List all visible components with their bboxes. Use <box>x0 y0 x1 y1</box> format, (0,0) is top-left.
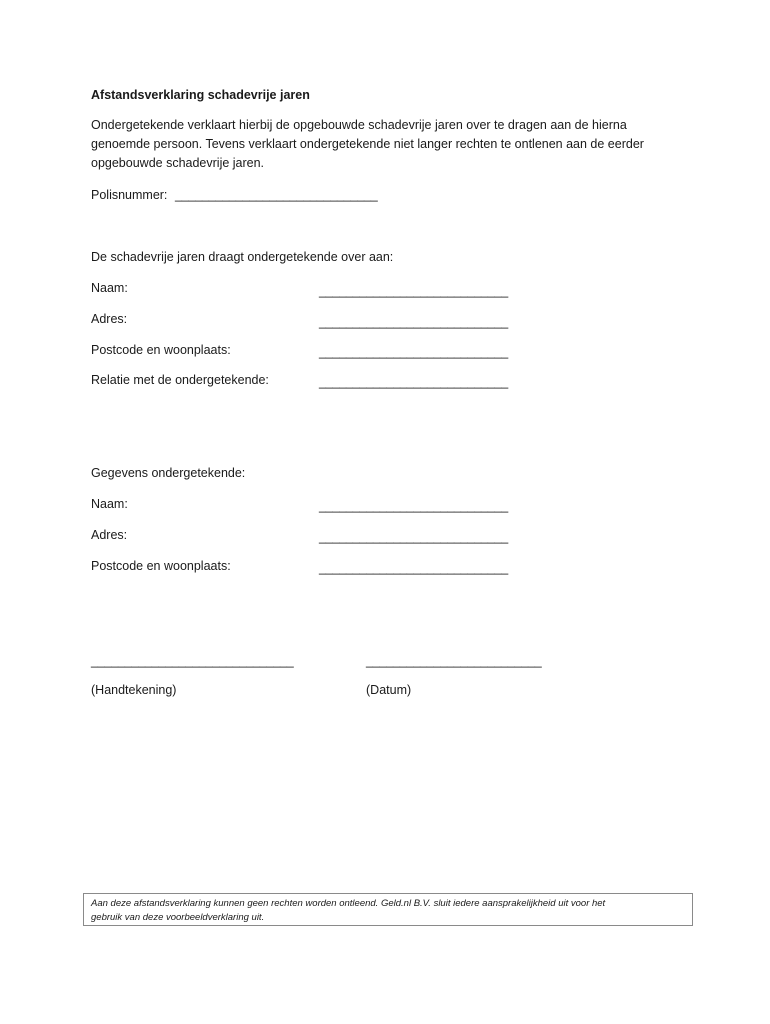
disclaimer-box <box>83 893 693 926</box>
date-field[interactable]: __________________________ <box>366 654 542 668</box>
disclaimer-line: gebruik van deze voorbeeldverklaring uit. <box>91 912 265 923</box>
transfer-heading: De schadevrije jaren draagt ondergetekende over aan: <box>91 250 394 264</box>
intro-line: genoemde persoon. Tevens verklaart ondergetekende niet langer rechten te ontlenen aan de eerder <box>91 137 644 151</box>
transfer-address-field[interactable]: ____________________________ <box>319 315 509 329</box>
intro-line: Ondergetekende verklaart hierbij de opgebouwde schadevrije jaren over te dragen aan de hierna <box>91 118 627 132</box>
field-label: Naam: <box>91 497 128 511</box>
transfer-name-field[interactable]: ____________________________ <box>319 284 509 298</box>
signer-address-field[interactable]: ____________________________ <box>319 530 509 544</box>
field-label: Relatie met de ondergetekende: <box>91 373 269 387</box>
date-label: (Datum) <box>366 683 412 697</box>
policy-number-label: Polisnummer: <box>91 188 168 202</box>
signer-postcode-field[interactable]: ____________________________ <box>319 561 509 575</box>
transfer-postcode-field[interactable]: ____________________________ <box>319 345 509 359</box>
intro-paragraph <box>91 116 691 173</box>
intro-line: opgebouwde schadevrije jaren. <box>91 156 265 170</box>
policy-number-field[interactable]: ______________________________ <box>175 188 378 202</box>
signer-name-field[interactable]: ____________________________ <box>319 499 509 513</box>
field-label: Naam: <box>91 281 128 295</box>
signature-field[interactable]: ______________________________ <box>91 654 294 668</box>
disclaimer-line: Aan deze afstandsverklaring kunnen geen rechten worden ontleend. Geld.nl B.V. sluit iedere aansprakelijkheid uit voor het <box>91 898 606 909</box>
document-title: Afstandsverklaring schadevrije jaren <box>91 88 310 102</box>
field-label: Postcode en woonplaats: <box>91 559 231 573</box>
transfer-relation-field[interactable]: ____________________________ <box>319 375 509 389</box>
field-label: Postcode en woonplaats: <box>91 343 231 357</box>
field-label: Adres: <box>91 312 128 326</box>
signer-heading: Gegevens ondergetekende: <box>91 466 246 480</box>
signature-label: (Handtekening) <box>91 683 177 697</box>
field-label: Adres: <box>91 528 128 542</box>
